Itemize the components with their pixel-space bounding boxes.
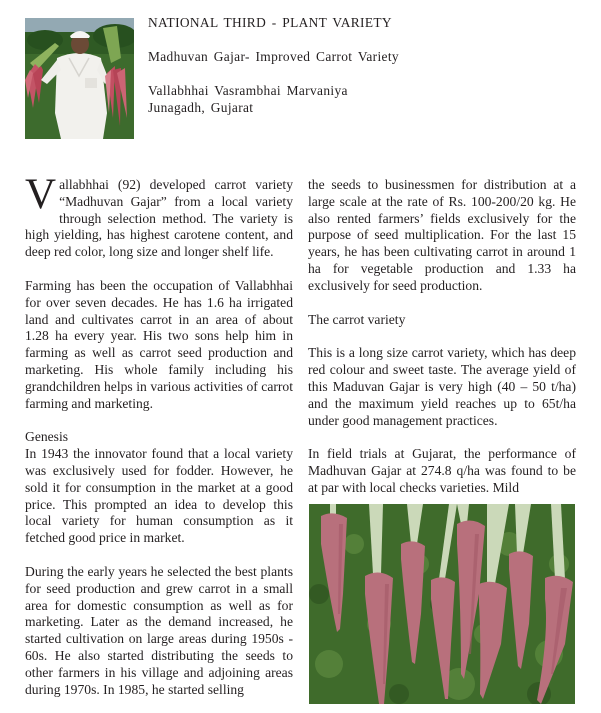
variety-heading: The carrot variety bbox=[308, 311, 406, 327]
farmer-portrait-photo bbox=[25, 18, 134, 139]
continuation-paragraph: the seeds to businessmen for distribution at a large scale at the rate of Rs. 100-200/20 kg. He also rented farmers’ fields exclusively for the purpose of seed multiplication. For the last 15 years, he has been cultivating carrot in around 1 ha for vegetable production and 1.33 ha exclusively for seed production. bbox=[308, 177, 576, 293]
intro-paragraph bbox=[25, 171, 293, 261]
farming-paragraph: Farming has been the occupation of Vallabhhai for over seven decades. He has 1.6 ha irrigated land and cultivates carrot in an area of about 1.28 ha every year. His two sons help him in farming as well as carrot seed production and marketing. His whole family including his grandchildren helps in various activities of carrot farming and marketing. bbox=[25, 277, 293, 411]
award-label: NATIONAL THIRD - PLANT VARIETY bbox=[148, 15, 392, 30]
article-title: Madhuvan Gajar- Improved Carrot Variety bbox=[148, 49, 399, 64]
innovator-location: Junagadh, Gujarat bbox=[148, 100, 254, 115]
genesis-heading: Genesis bbox=[25, 429, 69, 445]
intro-text: allabhhai (92) developed carrot variety “Madhuvan Gajar” from a local variety through selection method. The variety is high yielding, has highest carotene content, and deep red color, long size and longer shelf life. bbox=[25, 177, 293, 260]
trials-paragraph: In field trials at Gujarat, the performance of Madhuvan Gajar at 274.8 q/ha was found to be at par with local checks varieties. Mild bbox=[308, 446, 576, 495]
innovator-name: Vallabhhai Vasrambhai Marvaniya bbox=[148, 83, 348, 98]
left-text-column bbox=[25, 171, 293, 698]
variety-paragraph: This is a long size carrot variety, which has deep red colour and sweet taste. The average yield of this Maduvan Gajar is very high (40 – 50 t/ha) and the maximum yield reaches up to 65t/ha under good management practices. bbox=[308, 345, 576, 428]
genesis-paragraph: In 1943 the innovator found that a local variety was exclusively used for fodder. However, he sold it for consumption in the market at a good price. This prompted an idea to develop this local variety for human consumption as it fetched good price in market. bbox=[25, 446, 293, 546]
article-header bbox=[148, 14, 588, 116]
drop-cap: V bbox=[25, 171, 57, 218]
right-text-column bbox=[308, 177, 576, 497]
carrots-photo bbox=[309, 504, 575, 704]
early-years-paragraph: During the early years he selected the best plants for seed production and grew carrot in a small area for domestic consumption as well as for marketing. Later as the demand increased, he started cultivation on large areas during 1950s - 60s. He also started distributing the seeds to other farmers in his village and adjoining areas during 1970s. In 1985, he started selling bbox=[25, 563, 293, 697]
